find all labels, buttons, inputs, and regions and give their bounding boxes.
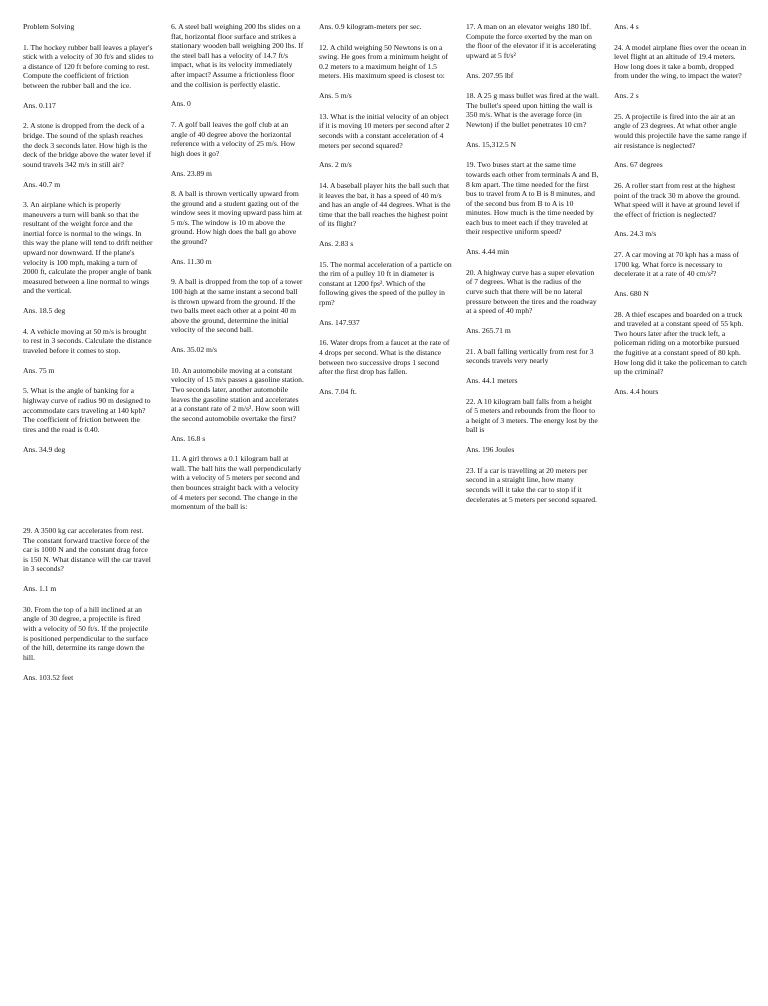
answer-9: Ans. 35.02 m/s xyxy=(171,345,217,355)
answer-22: Ans. 196 Joules xyxy=(466,445,515,455)
problem-26: 26. A roller start from rest at the highest point of the track 30 m above the ground. What speed will it have at ground level if the effect of friction is neglected? xyxy=(614,180,740,219)
answer-12: Ans. 5 m/s xyxy=(319,91,352,101)
problem-2: 2. A stone is dropped from the deck of a bridge. The sound of the splash reaches the deck 3 seconds later. How high is the deck of the bridge above the water level if sound travels 342 m/s in still air? xyxy=(23,121,152,169)
answer-17: Ans. 207.95 lbf xyxy=(466,70,514,80)
answer-16: Ans. 7.04 ft. xyxy=(319,386,357,396)
answer-18: Ans. 15,312.5 N xyxy=(466,139,516,149)
problem-12: 12. A child weighing 50 Newtons is on a swing. He goes from a minimum height of 0.2 meters to a maximum height of 1.5 meters. His maximum speed is closest to: xyxy=(319,42,449,81)
problem-17: 17. A man on an elevator weighs 180 lbf. Compute the force exerted by the man on the floor of the elevator if it is accelerating upward at 5 ft/s² xyxy=(466,22,596,60)
problem-15: 15. The normal acceleration of a particle on the rim of a pulley 10 ft in diameter is constant at 1200 fps². Which of the following gives the speed of the pulley in rpm? xyxy=(319,259,452,308)
answer-6: Ans. 0 xyxy=(171,99,191,109)
problem-10: 10. An automobile moving at a constant velocity of 15 m/s passes a gasoline station. Two seconds later, another automobile leaves the gasoline station and accelerates at a constant rate of 2 m/s². How soon will the second automobile overtake the first? xyxy=(171,365,304,423)
answer-1: Ans. 0.117 xyxy=(23,100,56,110)
problem-25: 25. A projectile is fired into the air at an angle of 23 degrees. At what other angle would this projectile have the same range if air resistance is neglected? xyxy=(614,111,747,150)
problem-18: 18. A 25 g mass bullet was fired at the wall. The bullet's speed upon hitting the wall is 350 m/s. What is the average force (in Newton) if the bullet penetrates 10 cm? xyxy=(466,91,599,129)
problem-30: 30. From the top of a hill inclined at an angle of 30 degree, a projectile is fired with a velocity of 50 ft/s. If the projectile is positioned perpendicular to the surface of the hill, determine its range down the hill. xyxy=(23,604,149,662)
answer-11: Ans. 0.9 kilogram-meters per sec. xyxy=(319,22,422,31)
answer-23: Ans. 4 s xyxy=(614,22,639,31)
answer-26: Ans. 24.3 m/s xyxy=(614,229,657,239)
problem-1: 1. The hockey rubber ball leaves a player's stick with a velocity of 30 ft/s and slides to a distance of 120 ft before coming to rest. Compute the coefficient of friction between the rubber ball and the ice. xyxy=(23,42,154,90)
problem-5: 5. What is the angle of banking for a highway curve of radius 90 m designed to accommodate cars traveling at 140 kph? The coefficient of friction between the tires and the road is 0.40. xyxy=(23,386,151,434)
answer-4: Ans. 75 m xyxy=(23,365,55,375)
answer-15: Ans. 147.937 xyxy=(319,317,360,327)
answer-7: Ans. 23.89 m xyxy=(171,168,212,178)
problem-11: 11. A girl throws a 0.1 kilogram ball at wall. The ball hits the wall perpendicularly with a velocity of 5 meters per second and then bounces straight back with a velocity of 4 meters per second. The change in the momentum of the ball is: xyxy=(171,454,302,512)
answer-28: Ans. 4.4 hours xyxy=(614,386,659,396)
answer-10: Ans. 16.8 s xyxy=(171,433,206,443)
column-1-bottom xyxy=(23,526,154,693)
problem-27: 27. A car moving at 70 kph has a mass of 1700 kg. What force is necessary to decelerate it at a rate of 40 cm/s²? xyxy=(614,250,740,279)
problem-8: 8. A ball is thrown vertically upward from the ground and a student gazing out of the window sees it moving upward pass him at 5 m/s. The window is 10 m above the ground. How high does the ball go above the ground? xyxy=(171,189,302,247)
page-title: Problem Solving xyxy=(23,22,75,31)
problem-7: 7. A golf ball leaves the golf club at an angle of 40 degree above the horizontal reference with a velocity of 25 m/s. How high does it go? xyxy=(171,119,296,158)
problem-21: 21. A ball falling vertically from rest for 3 seconds travels very nearly xyxy=(466,346,594,366)
problem-22: 22. A 10 kilogram ball falls from a height of 5 meters and rebounds from the floor to a height of 3 meters. The energy lost by the ball is xyxy=(466,396,598,435)
column-1 xyxy=(23,22,154,465)
answer-27: Ans. 680 N xyxy=(614,289,649,299)
problem-23: 23. If a car is travelling at 20 meters per second in a straight line, how many seconds will it take the car to stop if it decelerates at 5 meters per second squared. xyxy=(466,465,597,504)
answer-19: Ans. 4.44 min xyxy=(466,247,510,257)
answer-14: Ans. 2.83 s xyxy=(319,239,354,249)
answer-5: Ans. 34.9 deg xyxy=(23,444,66,454)
problem-3: 3. An airplane which is properly maneuvers a turn will bank so that the resultant of the weight force and the inertial force is normal to the wings. In this way the plane will tend to drift neither upward nor downward. If the plane's velocity is 100 mph, making a turn of 2000 ft, calculate the proper angle of bank measured between a line normal to wings and the vertical. xyxy=(23,200,153,296)
problem-29: 29. A 3500 kg car accelerates from rest. The constant forward tractive force of the car is 1000 N and the constant drag force is 150 N. What distance will the car travel in 3 seconds? xyxy=(23,526,151,574)
answer-25: Ans. 67 degrees xyxy=(614,160,663,170)
answer-8: Ans. 11.30 m xyxy=(171,256,212,266)
problem-24: 24. A model airplane flies over the ocean in level flight at an altitude of 19.4 meters. How long does it take a bomb, dropped from under the wing, to impact the water? xyxy=(614,42,747,81)
answer-2: Ans. 40.7 m xyxy=(23,179,61,189)
column-2 xyxy=(171,22,304,522)
problem-28: 28. A thief escapes and boarded on a truck and traveled at a constant speed of 55 kph. Two hours later after the truck left, a policeman riding on a motorbike pursued the fugitive at a constant speed of 80 kph. How long did it take the policeman to catch up the criminal? xyxy=(614,309,747,377)
problem-14: 14. A baseball player hits the ball such that it leaves the bat, it has a speed of 40 m/s and has an angle of 44 degrees. What is the time that the ball reaches the highest point of its flight? xyxy=(319,180,451,229)
problem-9: 9. A ball is dropped from the top of a tower 100 high at the same instant a second ball is thrown upward from the ground. If the two balls meet each other at a point 40 m above the ground, determine the initial velocity of the second ball. xyxy=(171,277,303,335)
answer-24: Ans. 2 s xyxy=(614,91,639,101)
column-4 xyxy=(466,22,599,514)
answer-20: Ans. 265.71 m xyxy=(466,326,511,335)
problem-19: 19. Two buses start at the same time towards each other from terminals A and B, 8 km apart. The time needed for the first bus to travel from A to B is 8 minutes, and of the second bus from B to A is 10 minutes. How much is the time needed by each bus to meet each if they traveled at their respective uniform speed? xyxy=(466,160,599,237)
column-3 xyxy=(319,22,452,408)
problem-20: 20. A highway curve has a super elevation of 7 degrees. What is the radius of the curve such that there will be no lateral pressure between the tires and the roadway at a speed of 40 mph? xyxy=(466,267,597,316)
answer-13: Ans. 2 m/s xyxy=(319,160,352,170)
answer-30: Ans. 103.52 feet xyxy=(23,672,74,682)
answer-29: Ans. 1.1 m xyxy=(23,584,57,594)
problem-16: 16. Water drops from a faucet at the rate of 4 drops per second. What is the distance between two successive drops 1 second after the first drop has fallen. xyxy=(319,338,450,377)
problem-6: 6. A steel ball weighing 200 lbs slides on a flat, horizontal floor surface and strikes a stationary wooden ball weighing 200 lbs. If the steel ball has a velocity of 14.7 ft/s impact, what is its velocity immediately after impact? Assume a frictionless floor and the collision is perfectly elastic. xyxy=(171,22,304,89)
problem-4: 4. A vehicle moving at 50 m/s is brought to rest in 3 seconds. Calculate the distance traveled before it comes to stop. xyxy=(23,326,152,355)
column-5 xyxy=(614,22,748,408)
answer-3: Ans. 18.5 deg xyxy=(23,306,66,316)
answer-21: Ans. 44.1 meters xyxy=(466,375,518,385)
problem-13: 13. What is the initial velocity of an object if it is moving 10 meters per second after 2 seconds with a constant acceleration of 4 meters per second squared? xyxy=(319,111,450,150)
